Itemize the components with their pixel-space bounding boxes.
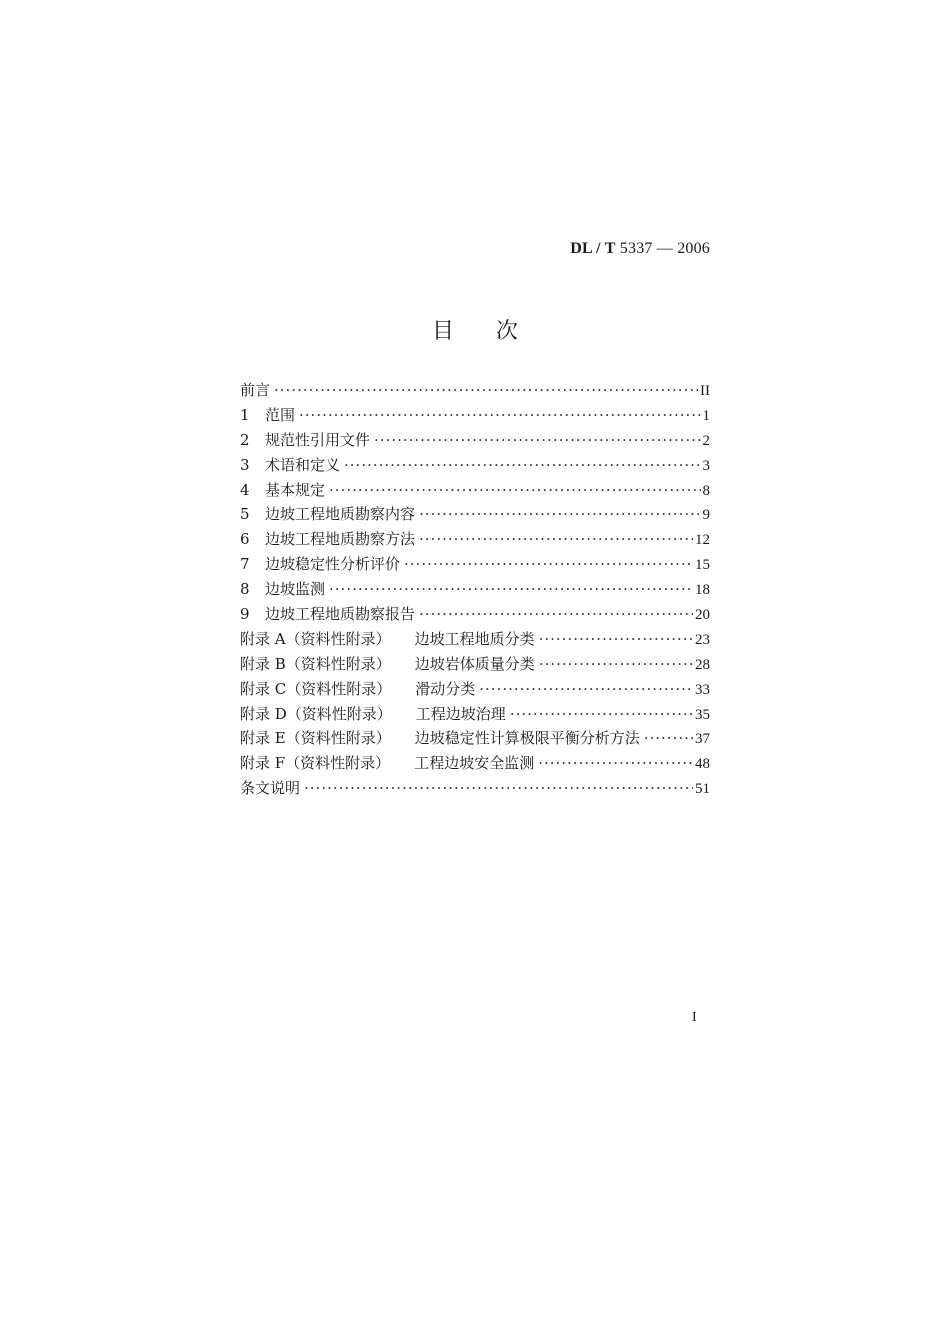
toc-entry-page: 3 <box>702 457 710 474</box>
toc-entry-leader-dots <box>304 776 693 801</box>
toc-entry[interactable] <box>240 428 710 453</box>
toc-entry[interactable] <box>240 453 710 478</box>
toc-entry-page: 2 <box>702 432 710 449</box>
toc-entry-leader-dots <box>419 527 693 552</box>
toc-entry-page: 15 <box>695 557 710 574</box>
toc-entry-leader-dots <box>419 602 693 627</box>
toc-entry-label: 边坡岩体质量分类 <box>414 654 535 673</box>
toc-entry-leader-dots <box>538 751 693 776</box>
toc-entry-page: 18 <box>695 582 710 599</box>
standard-code-number: 5337 — 2006 <box>619 240 710 257</box>
toc-entry-label: 规范性引用文件 <box>265 430 371 449</box>
toc-entry[interactable] <box>240 502 710 527</box>
toc-entry-page: 23 <box>695 631 710 648</box>
toc-entry-page: II <box>700 383 710 399</box>
toc-entry[interactable] <box>240 527 710 552</box>
toc-title: 目次 <box>431 319 560 344</box>
toc-entry-number: 8 <box>240 580 250 599</box>
toc-entry-page: 28 <box>695 656 710 673</box>
toc-entry-number: 6 <box>240 530 250 549</box>
toc-entry-appendix-prefix: 附录 B（资料性附录） <box>240 654 391 673</box>
toc-entry-number: 4 <box>240 480 250 499</box>
toc-entry-label: 边坡监测 <box>265 580 326 599</box>
toc-entry-appendix-prefix: 附录 D（资料性附录） <box>240 704 392 723</box>
toc-entry-page: 48 <box>695 756 710 773</box>
toc-entry-leader-dots <box>479 677 693 702</box>
toc-entry-label: 滑动分类 <box>415 679 476 698</box>
toc-entry-leader-dots <box>404 552 693 577</box>
toc-entry-number: 1 <box>240 405 250 424</box>
toc-entry-page: 37 <box>695 731 710 748</box>
toc-entry-label: 边坡稳定性计算极限平衡分析方法 <box>414 729 640 748</box>
toc-entry[interactable] <box>240 478 710 503</box>
toc-entry-label: 术语和定义 <box>265 455 341 474</box>
page-number: I <box>692 1010 697 1025</box>
toc-entry-label: 工程边坡安全监测 <box>414 754 535 773</box>
toc-entry-leader-dots <box>539 652 693 677</box>
toc-entry-label: 边坡工程地质勘察方法 <box>265 530 416 549</box>
toc-entry-label: 边坡工程地质分类 <box>414 629 535 648</box>
toc-entry-page: 51 <box>695 781 710 798</box>
toc-entry-label: 条文说明 <box>240 779 301 798</box>
toc-entry-page: 8 <box>702 482 710 499</box>
toc-entry-appendix-prefix: 附录 F（资料性附录） <box>240 754 391 773</box>
toc-entry[interactable] <box>240 751 710 776</box>
toc-entry-label: 边坡稳定性分析评价 <box>265 555 401 574</box>
toc-entry-leader-dots <box>329 478 700 503</box>
toc-entry[interactable] <box>240 677 710 702</box>
standard-code-prefix: DL / T <box>570 240 616 257</box>
toc-entry-label: 基本规定 <box>265 480 326 499</box>
toc-entry-number: 9 <box>240 605 250 624</box>
toc-entry[interactable] <box>240 403 710 428</box>
toc-entry-leader-dots <box>329 577 693 602</box>
toc-entry-leader-dots <box>419 502 700 527</box>
toc-entry-page: 1 <box>702 407 710 424</box>
toc-entry-label: 边坡工程地质勘察内容 <box>265 505 416 524</box>
toc-entry-number: 2 <box>240 430 250 449</box>
toc-entry-page: 9 <box>702 507 710 524</box>
toc-entry-page: 33 <box>695 681 710 698</box>
toc-entry-leader-dots <box>539 627 693 652</box>
toc-entry[interactable] <box>240 776 710 801</box>
toc-entry-number: 7 <box>240 555 250 574</box>
toc-entry[interactable] <box>240 602 710 627</box>
toc-entry[interactable] <box>240 577 710 602</box>
toc-entry[interactable] <box>240 726 710 751</box>
table-of-contents <box>240 378 710 801</box>
toc-entry-leader-dots <box>374 428 700 453</box>
toc-entry-page: 20 <box>695 607 710 624</box>
toc-entry[interactable] <box>240 652 710 677</box>
toc-entry-label: 工程边坡治理 <box>415 704 506 723</box>
toc-entry-appendix-prefix: 附录 C（资料性附录） <box>240 679 392 698</box>
toc-entry[interactable] <box>240 702 710 727</box>
toc-entry-leader-dots <box>274 378 698 403</box>
toc-entry-leader-dots <box>344 453 700 478</box>
toc-entry-number: 5 <box>240 505 250 524</box>
toc-entry-page: 35 <box>695 706 710 723</box>
toc-entry-leader-dots <box>644 726 693 751</box>
toc-entry-number: 3 <box>240 455 250 474</box>
standard-code <box>570 240 710 258</box>
toc-entry-appendix-prefix: 附录 A（资料性附录） <box>240 629 391 648</box>
toc-entry-appendix-prefix: 附录 E（资料性附录） <box>240 729 391 748</box>
toc-entry-leader-dots <box>510 702 693 727</box>
toc-entry-leader-dots <box>299 403 700 428</box>
toc-entry[interactable] <box>240 552 710 577</box>
toc-entry-label: 范围 <box>265 405 296 424</box>
toc-entry-label: 边坡工程地质勘察报告 <box>265 605 416 624</box>
toc-entry[interactable] <box>240 627 710 652</box>
toc-entry-label: 前言 <box>240 381 271 399</box>
toc-entry-page: 12 <box>695 532 710 549</box>
toc-entry[interactable] <box>240 378 710 403</box>
